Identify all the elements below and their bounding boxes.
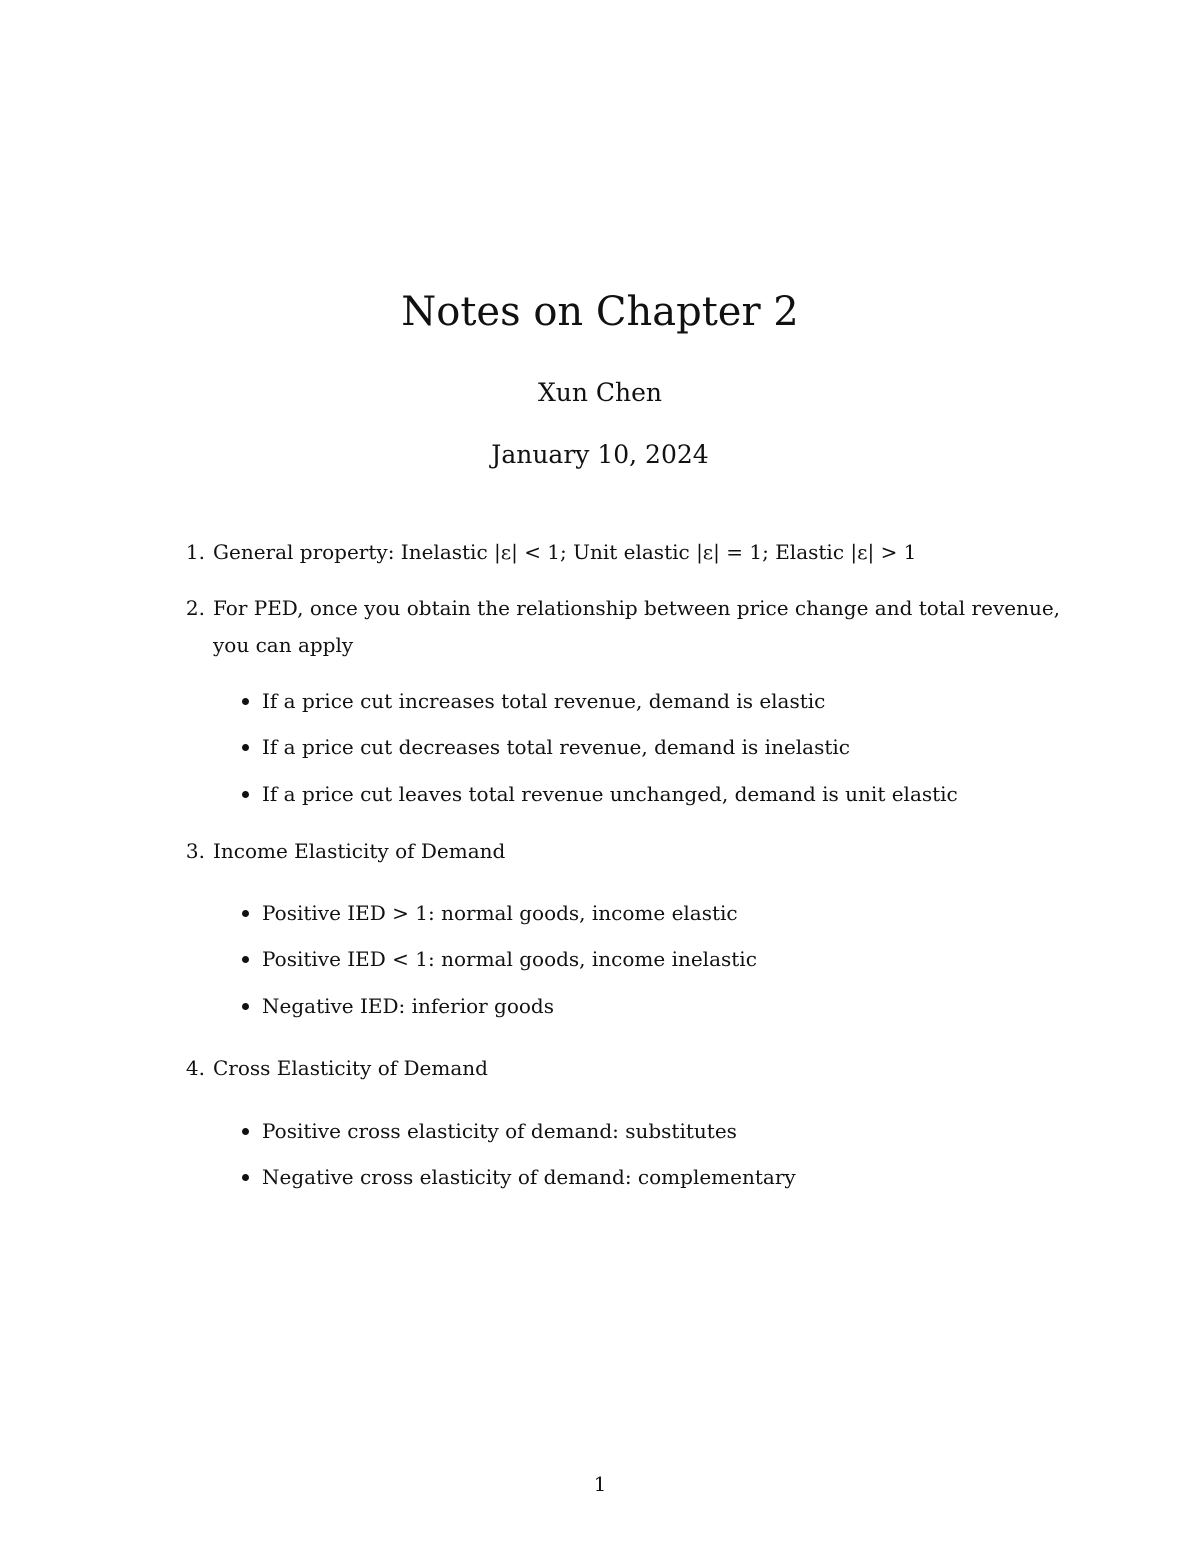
sub-list-item: If a price cut leaves total revenue unchanged, demand is unit elastic (262, 782, 958, 806)
author-name: Xun Chen (537, 378, 663, 407)
sub-list-item: Positive IED < 1: normal goods, income inelastic (262, 947, 757, 971)
document-title: Notes on Chapter 2 (401, 289, 799, 335)
bullet-marker (242, 1128, 249, 1135)
list-item-text: Income Elasticity of Demand (213, 839, 506, 863)
list-item-number: 2. (185, 596, 205, 620)
list-item-number: 4. (185, 1056, 205, 1080)
bullet-marker (242, 791, 249, 798)
sub-list-item: Negative IED: inferior goods (262, 994, 555, 1018)
list-item-text: For PED, once you obtain the relationship between price change and total revenue, (213, 596, 1061, 620)
bullet-marker (242, 956, 249, 963)
list-item-number: 3. (185, 839, 205, 863)
sub-list-item: Positive cross elasticity of demand: substitutes (262, 1119, 737, 1143)
bullet-marker (242, 698, 249, 705)
bullet-marker (242, 1003, 249, 1010)
bullet-marker (242, 744, 249, 751)
sub-list-item: If a price cut decreases total revenue, demand is inelastic (262, 735, 851, 759)
bullet-marker (242, 910, 249, 917)
list-item-text: General property: Inelastic |ε| < 1; Unit elastic |ε| = 1; Elastic |ε| > 1 (213, 540, 917, 564)
bullet-marker (242, 1174, 249, 1181)
list-item-text: Cross Elasticity of Demand (213, 1056, 488, 1080)
document-date: January 10, 2024 (491, 440, 709, 469)
list-item-text-continued: you can apply (213, 633, 354, 657)
sub-list-item: If a price cut increases total revenue, demand is elastic (262, 689, 826, 713)
list-item-number: 1. (185, 540, 205, 564)
sub-list-item: Negative cross elasticity of demand: complementary (262, 1165, 796, 1189)
sub-list-item: Positive IED > 1: normal goods, income elastic (262, 901, 738, 925)
page-number: 1 (593, 1472, 607, 1496)
